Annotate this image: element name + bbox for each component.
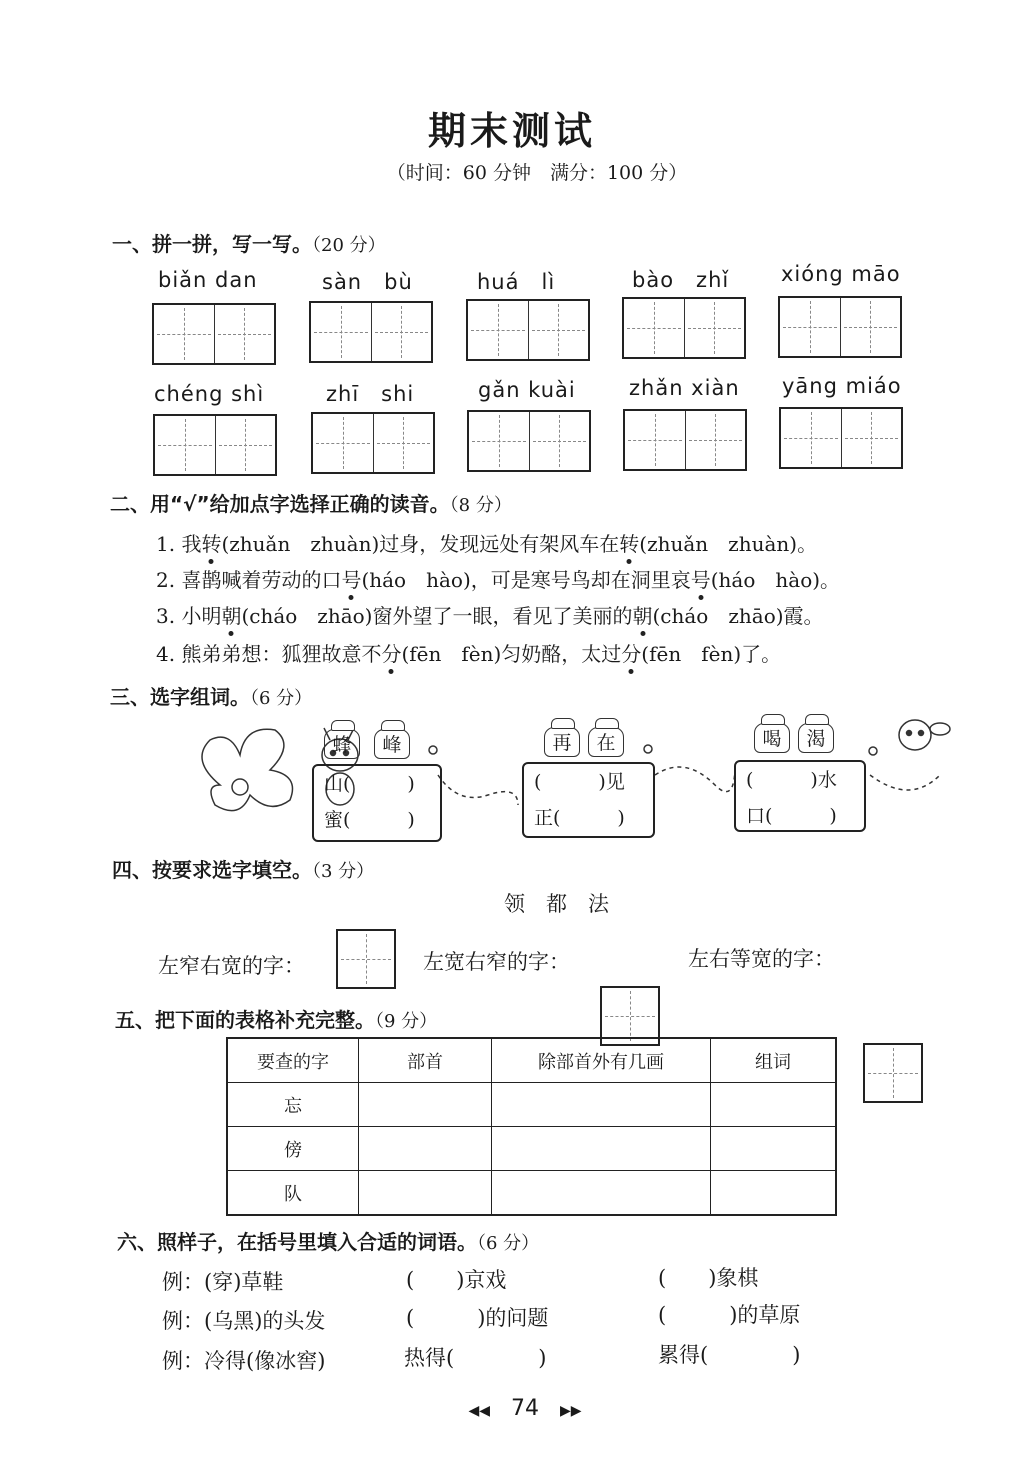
dotted-char: 分: [621, 642, 642, 666]
answer-cell[interactable]: [492, 1171, 711, 1216]
writing-grid[interactable]: [152, 303, 276, 365]
dotted-char: 转: [619, 532, 640, 556]
char-jar: 喝: [754, 723, 790, 753]
table-header-row: [227, 1038, 836, 1083]
page-number: 74: [511, 1396, 539, 1421]
writing-grid[interactable]: [623, 409, 747, 471]
table-cell: 忘: [227, 1083, 359, 1127]
fill-label: 左右等宽的字：: [688, 947, 835, 971]
char-jar: 峰: [374, 729, 410, 759]
word-blank[interactable]: ( )见: [534, 771, 625, 793]
word-blank[interactable]: 蜜( ): [324, 809, 415, 831]
char-jar: 蜂: [324, 729, 360, 759]
answer-cell[interactable]: [359, 1127, 492, 1171]
section-4-points: （3 分）: [312, 861, 375, 882]
page-subtitle: （时间：60 分钟 满分：100 分）: [386, 162, 688, 184]
pinyin: zhī shi: [326, 382, 415, 406]
table-row: [227, 1083, 836, 1127]
pinyin: huá lì: [477, 270, 556, 294]
example-text: 例：(乌黑)的头发: [162, 1309, 326, 1333]
pinyin: bào zhǐ: [632, 268, 730, 292]
fill-blank[interactable]: ( )的问题: [406, 1306, 549, 1330]
table-header: 组词: [711, 1038, 837, 1083]
pinyin: sàn bù: [322, 270, 413, 294]
answer-cell[interactable]: [359, 1171, 492, 1216]
pinyin: chéng shì: [154, 382, 265, 406]
section-4-title: 四、按要求选字填空。: [112, 858, 312, 882]
answer-cell[interactable]: [492, 1083, 711, 1127]
answer-cell[interactable]: [711, 1171, 837, 1216]
section-1-points: （20 分）: [312, 235, 386, 256]
word-box[interactable]: [522, 762, 655, 838]
dotted-char: 分: [381, 642, 402, 666]
char-choices: 领 都 法: [504, 892, 609, 916]
prev-arrows-icon: ◀◀: [468, 1403, 490, 1419]
section-5-points: （9 分）: [375, 1011, 438, 1032]
question-line: 1. 我转(zhuǎn zhuàn)过身，发现远处有架风车在转(zhuǎn zhuàn)。: [156, 532, 818, 556]
table-row: [227, 1171, 836, 1216]
dotted-char: 朝: [632, 604, 653, 628]
answer-cell[interactable]: [711, 1127, 837, 1171]
answer-cell[interactable]: [711, 1083, 837, 1127]
table-cell: 傍: [227, 1127, 359, 1171]
pinyin: gǎn kuài: [478, 378, 576, 402]
section-1-title: 一、拼一拼，写一写。: [112, 232, 312, 256]
question-line: 4. 熊弟弟想：狐狸故意不分(fēn fèn)匀奶酪，太过分(fēn fèn)了。: [156, 642, 782, 666]
section-3-title: 三、选字组词。: [110, 685, 250, 709]
table-row: [227, 1127, 836, 1171]
dotted-char: 号: [690, 568, 711, 592]
char-jar: 在: [588, 727, 624, 757]
writing-grid[interactable]: [779, 407, 903, 469]
dictionary-table: [226, 1037, 837, 1216]
question-line: 2. 喜鹊喊着劳动的口号(háo hào)，可是寒号鸟却在洞里哀号(háo hào)。: [156, 568, 841, 592]
pinyin: yāng miáo: [782, 374, 902, 398]
writing-grid[interactable]: [467, 410, 591, 472]
example-text: 例：(穿)草鞋: [162, 1270, 284, 1294]
section-1-heading: [112, 228, 386, 257]
section-6-points: （6 分）: [477, 1233, 540, 1254]
next-arrows-icon: ▶▶: [560, 1403, 582, 1419]
pinyin: zhǎn xiàn: [629, 376, 740, 400]
fill-label: 左宽右窄的字：: [423, 950, 570, 974]
table-header: 要查的字: [227, 1038, 359, 1083]
writing-grid[interactable]: [622, 297, 746, 359]
dotted-char: 朝: [221, 604, 242, 628]
table-cell: 队: [227, 1171, 359, 1216]
dotted-char: 号: [341, 568, 362, 592]
char-jar: 再: [544, 727, 580, 757]
fill-blank[interactable]: 热得( ): [404, 1346, 547, 1370]
answer-cell[interactable]: [492, 1127, 711, 1171]
page-title: 期末测试: [427, 109, 596, 153]
dotted-char: 转: [201, 532, 222, 556]
writing-grid[interactable]: [153, 414, 277, 476]
word-blank[interactable]: ( )水: [746, 769, 837, 791]
writing-grid[interactable]: [778, 296, 902, 358]
section-6-heading: [117, 1226, 539, 1255]
writing-grid[interactable]: [309, 301, 433, 363]
section-2-points: （8 分）: [449, 495, 512, 516]
table-header: 除部首外有几画: [492, 1038, 711, 1083]
section-2-heading: [110, 488, 512, 517]
answer-cell[interactable]: [359, 1083, 492, 1127]
fill-label: 左窄右宽的字：: [158, 954, 305, 978]
word-box[interactable]: [734, 760, 866, 832]
char-grid[interactable]: [863, 1043, 923, 1103]
word-blank[interactable]: 正( ): [534, 807, 625, 829]
section-2-title: 二、用“√”给加点字选择正确的读音。: [110, 492, 450, 516]
example-text: 例：冷得(像冰窖): [162, 1349, 326, 1373]
fill-blank[interactable]: ( )的草原: [658, 1303, 801, 1327]
word-box[interactable]: [312, 764, 442, 842]
fill-blank[interactable]: ( )象棋: [658, 1266, 759, 1290]
pinyin: biǎn dan: [158, 268, 258, 292]
table-header: 部首: [359, 1038, 492, 1083]
section-5-title: 五、把下面的表格补充完整。: [115, 1008, 375, 1032]
section-6-title: 六、照样子，在括号里填入合适的词语。: [117, 1230, 477, 1254]
question-line: 3. 小明朝(cháo zhāo)窗外望了一眼，看见了美丽的朝(cháo zhāo)霞。: [156, 604, 824, 628]
fill-blank[interactable]: ( )京戏: [406, 1268, 507, 1292]
section-4-heading: [112, 854, 374, 883]
writing-grid[interactable]: [311, 412, 435, 474]
section-5-heading: [115, 1004, 437, 1033]
char-grid[interactable]: [336, 929, 396, 989]
pinyin: xióng māo: [781, 262, 901, 286]
writing-grid[interactable]: [466, 299, 590, 361]
word-blank[interactable]: 口( ): [746, 805, 837, 827]
word-blank[interactable]: 山( ): [324, 773, 415, 795]
section-3-points: （6 分）: [250, 688, 313, 709]
fill-blank[interactable]: 累得( ): [658, 1343, 801, 1367]
page-footer: [0, 1396, 1024, 1421]
char-jar: 渴: [798, 723, 834, 753]
